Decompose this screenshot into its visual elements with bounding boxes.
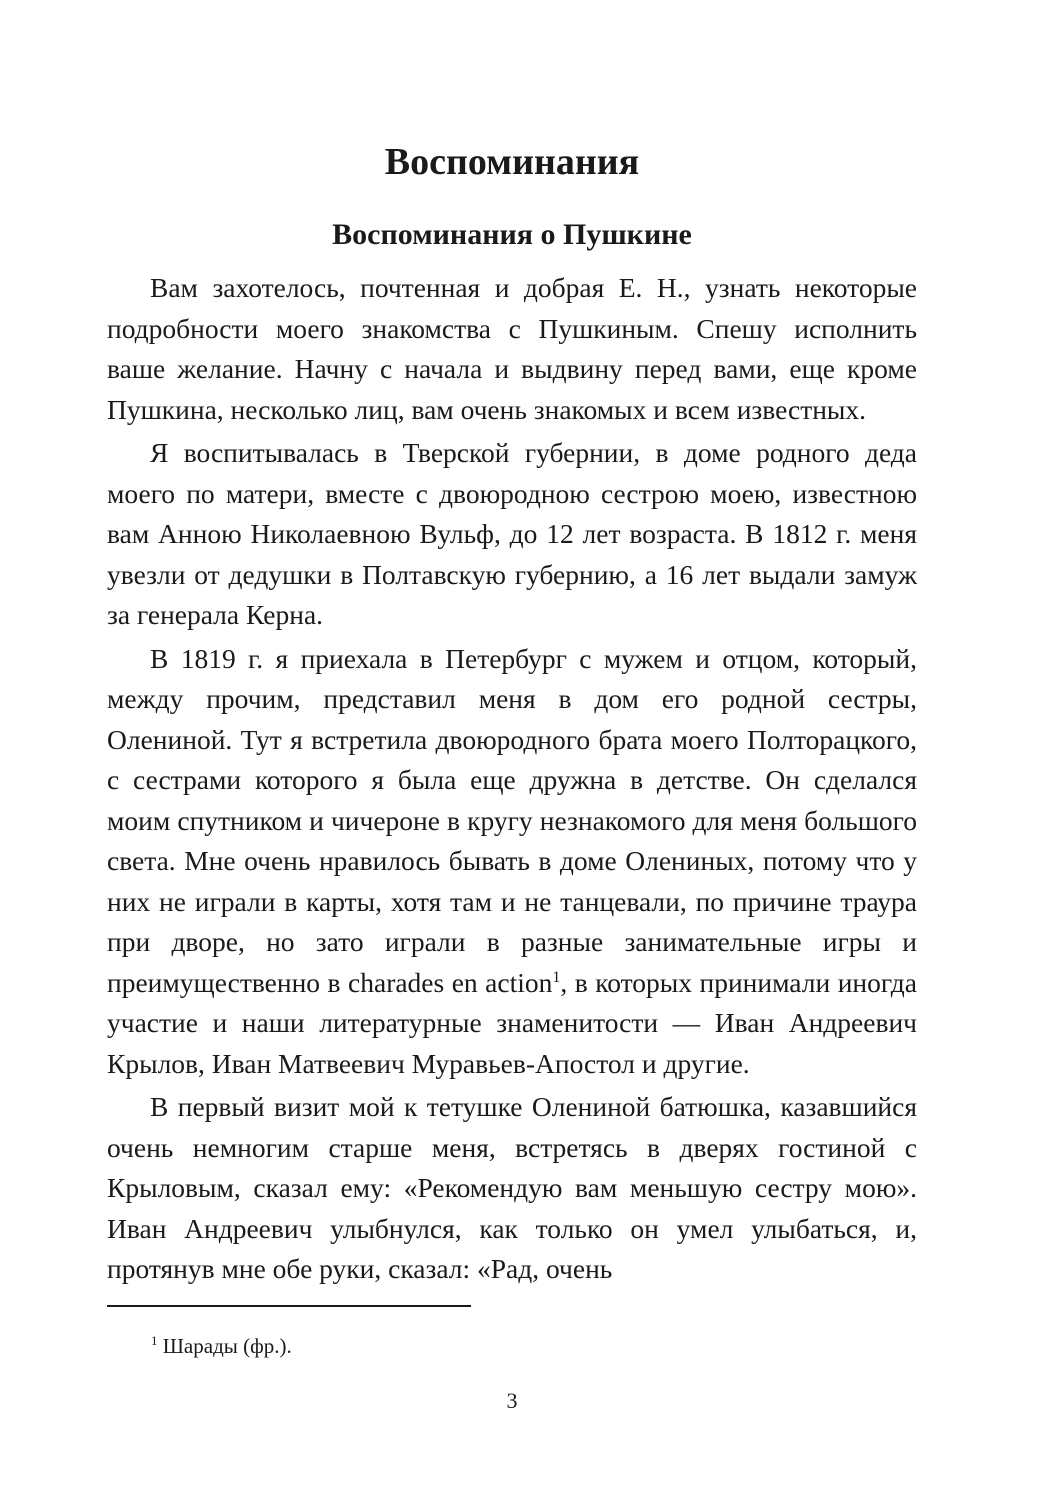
footnote-marker: 1 <box>151 1333 158 1348</box>
chapter-title: Воспоминания <box>384 141 640 183</box>
footnote-divider <box>107 1305 471 1307</box>
paragraph-3-text-after-note: , в которых принимали иногда участие и наши литературные знаменитости — Иван Андреевич Крылов, Иван Матвеевич Муравьев-Апостол и другие. <box>107 966 917 1079</box>
page-number: 3 <box>506 1388 518 1413</box>
paragraph-3-text-before-note: В 1819 г. я приехала в Петербург с мужем и отцом, который, между прочим, представил меня в дом его родной сестры, Олениной. Тут я встретила двоюродного брата моего Полторацкого, с сестрами которого я была еще дружна в детстве. Он сделался моим спутником и чичероне в кругу незнакомого для меня большого света. Мне очень нравилось бывать в доме Олениных, потому что у них не играли в карты, хотя там и не танцевали, по причине траура при дворе, но зато играли в разные занимательные игры и преимущественно в charades en action <box>107 642 917 998</box>
paragraph-2: Я воспитывалась в Тверской губернии, в доме родного деда моего по матери, вместе с двоюродною сестрою моею, известною вам Анною Николаевною Вульф, до 12 лет возраста. В 1812 г. меня увезли от дедушки в Полтавскую губернию, а 16 лет выдали замуж за генерала Керна. <box>107 437 917 630</box>
paragraph-3 <box>107 639 917 1085</box>
footnote <box>151 1332 292 1360</box>
paragraph-4: В первый визит мой к тетушке Олениной батюшка, казавшийся очень немногим старше меня, встретясь в дверях гостиной с Крыловым, сказал ему: «Рекомендую вам меньшую сестру мою». Иван Андреевич улыбнулся, как только он умел улыбаться, и, протянув мне обе руки, сказал: «Рад, очень <box>107 1091 917 1284</box>
footnote-text: Шарады (фр.). <box>157 1334 292 1358</box>
section-title: Воспоминания о Пушкине <box>332 218 692 251</box>
main-text <box>107 268 917 1293</box>
paragraph-1: Вам захотелось, почтенная и добрая Е. Н., узнать некоторые подробности моего знакомства с Пушкиным. Спешу исполнить ваше желание. Начну с начала и выдвину перед вами, еще кроме Пушкина, несколько лиц, вам очень знакомых и всем известных. <box>107 272 917 425</box>
footnote-reference[interactable]: 1 <box>552 968 561 986</box>
